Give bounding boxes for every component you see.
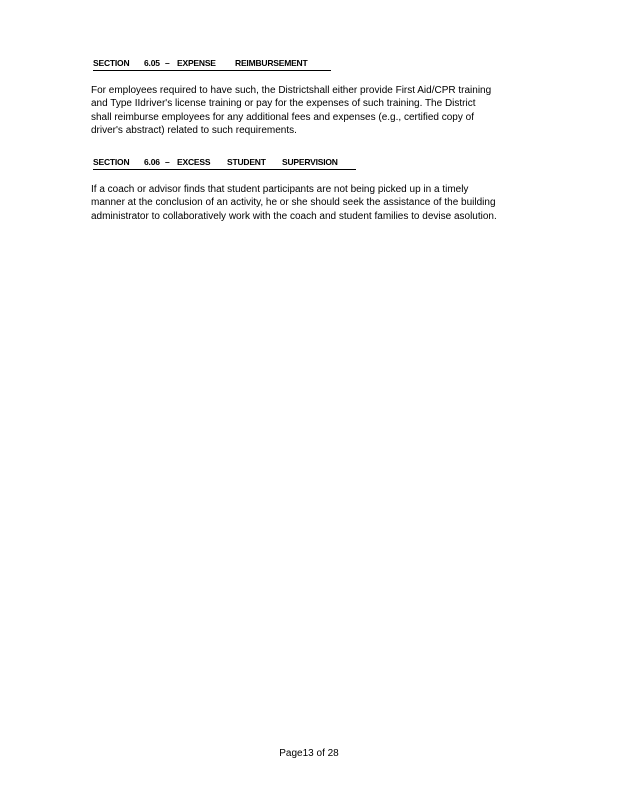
paragraph-line: driver's abstract) related to such requirements.	[91, 124, 297, 136]
paragraph-line: administrator to collaboratively work with the coach and student families to devise asolution.	[91, 210, 497, 222]
paragraph-line: For employees required to have such, the Districtshall either provide First Aid/CPR training	[91, 85, 492, 96]
section-label: SECTION	[93, 157, 130, 167]
section-title-word: STUDENT	[227, 157, 266, 167]
page-number-footer: Page13 of 28	[279, 748, 339, 759]
section-number: 6.06	[144, 157, 160, 167]
section-6-06-body	[91, 183, 551, 223]
section-title-word: REIMBURSEMENT	[235, 58, 308, 68]
section-dash: –	[165, 58, 170, 68]
section-6-05-body	[91, 84, 551, 137]
section-title-word: EXPENSE	[177, 58, 216, 68]
section-dash: –	[165, 157, 170, 167]
section-6-06-heading	[93, 157, 356, 170]
section-title-word: EXCESS	[177, 157, 211, 167]
section-6-05-heading	[93, 58, 331, 71]
section-label: SECTION	[93, 58, 130, 68]
paragraph-line: and Type IIdriver's license training or pay for the expenses of such training. The District	[91, 98, 476, 110]
section-number: 6.05	[144, 58, 160, 68]
paragraph-line: If a coach or advisor finds that student participants are not being picked up in a timely	[91, 184, 469, 195]
section-title-word: SUPERVISION	[282, 157, 338, 167]
paragraph-line: manner at the conclusion of an activity, he or she should seek the assistance of the building	[91, 197, 496, 209]
paragraph-line: shall reimburse employees for any additional fees and expenses (e.g., certified copy of	[91, 111, 474, 123]
